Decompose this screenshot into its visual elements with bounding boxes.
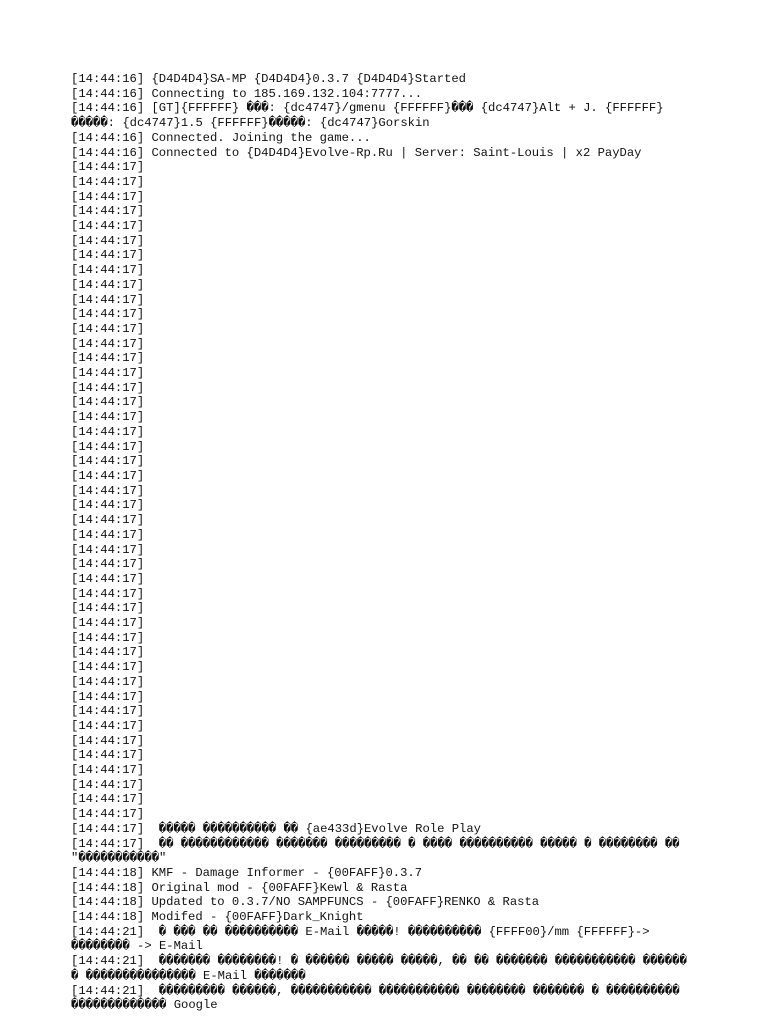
log-line	[71, 778, 701, 793]
log-timestamp: [14:44:17]	[71, 351, 145, 366]
log-line	[71, 160, 701, 175]
log-line	[71, 925, 701, 954]
log-message: Modifed - {00FAFF}Dark_Knight	[144, 910, 364, 925]
log-line	[71, 322, 701, 337]
log-line	[71, 146, 701, 161]
log-timestamp: [14:44:17]	[71, 336, 145, 351]
log-line	[71, 190, 701, 205]
log-timestamp: [14:44:17]	[71, 321, 145, 336]
log-timestamp: [14:44:16]	[71, 130, 145, 145]
log-message: Updated to 0.3.7/NO SAMPFUNCS - {00FAFF}RENKO & Rasta	[144, 895, 540, 910]
log-timestamp: [14:44:17]	[71, 483, 145, 498]
log-line	[71, 719, 701, 734]
log-line	[71, 395, 701, 410]
log-line	[71, 175, 701, 190]
log-timestamp: [14:44:17]	[71, 307, 145, 322]
log-timestamp: [14:44:17]	[71, 807, 145, 822]
log-timestamp: [14:44:17]	[71, 836, 145, 851]
log-timestamp: [14:44:17]	[71, 660, 145, 675]
log-line	[71, 234, 701, 249]
log-timestamp: [14:44:17]	[71, 366, 145, 381]
log-line	[71, 248, 701, 263]
log-line	[71, 410, 701, 425]
log-timestamp: [14:44:17]	[71, 527, 145, 542]
log-timestamp: [14:44:17]	[71, 821, 145, 836]
log-line	[71, 690, 701, 705]
log-line	[71, 748, 701, 763]
log-timestamp: [14:44:17]	[71, 733, 145, 748]
log-message: Connecting to 185.169.132.104:7777...	[144, 86, 423, 101]
log-timestamp: [14:44:16]	[71, 101, 145, 116]
log-line	[71, 513, 701, 528]
log-timestamp: [14:44:17]	[71, 601, 145, 616]
log-line	[71, 72, 701, 87]
log-line	[71, 763, 701, 778]
log-line	[71, 87, 701, 102]
log-line	[71, 557, 701, 572]
log-line	[71, 381, 701, 396]
log-message: Connected to {D4D4D4}Evolve-Rp.Ru | Server: Saint-Louis | x2 PayDay	[144, 145, 642, 160]
log-line	[71, 366, 701, 381]
log-line	[71, 204, 701, 219]
log-message: � ��� �� ���������� E-Mail �����! ���������� {FFFF00}/mm {FFFFFF}-> �������� -> E-Mail	[71, 924, 657, 954]
log-line	[71, 807, 701, 822]
log-line	[71, 822, 701, 837]
log-line	[71, 645, 701, 660]
log-timestamp: [14:44:17]	[71, 189, 145, 204]
log-timestamp: [14:44:17]	[71, 718, 145, 733]
log-timestamp: [14:44:21]	[71, 924, 145, 939]
log-timestamp: [14:44:17]	[71, 748, 145, 763]
log-line	[71, 337, 701, 352]
log-message: Original mod - {00FAFF}Kewl & Rasta	[144, 880, 408, 895]
log-line	[71, 498, 701, 513]
log-line	[71, 910, 701, 925]
log-timestamp: [14:44:17]	[71, 513, 145, 528]
log-timestamp: [14:44:16]	[71, 72, 145, 86]
log-timestamp: [14:44:17]	[71, 763, 145, 778]
log-line	[71, 660, 701, 675]
log-line	[71, 587, 701, 602]
log-line	[71, 601, 701, 616]
log-timestamp: [14:44:18]	[71, 895, 145, 910]
log-timestamp: [14:44:17]	[71, 263, 145, 278]
log-timestamp: [14:44:17]	[71, 792, 145, 807]
log-line	[71, 572, 701, 587]
log-timestamp: [14:44:21]	[71, 983, 145, 998]
log-timestamp: [14:44:17]	[71, 454, 145, 469]
log-line	[71, 866, 701, 881]
log-line	[71, 881, 701, 896]
log-line	[71, 984, 701, 1013]
log-line	[71, 543, 701, 558]
log-line	[71, 837, 701, 866]
log-line	[71, 351, 701, 366]
log-timestamp: [14:44:17]	[71, 380, 145, 395]
log-timestamp: [14:44:17]	[71, 586, 145, 601]
log-line	[71, 440, 701, 455]
log-line	[71, 307, 701, 322]
log-line	[71, 675, 701, 690]
log-message: Connected. Joining the game...	[144, 130, 371, 145]
log-line	[71, 131, 701, 146]
log-line	[71, 219, 701, 234]
log-line	[71, 425, 701, 440]
log-timestamp: [14:44:17]	[71, 645, 145, 660]
log-line	[71, 616, 701, 631]
log-timestamp: [14:44:18]	[71, 880, 145, 895]
log-timestamp: [14:44:21]	[71, 954, 145, 969]
log-timestamp: [14:44:17]	[71, 174, 145, 189]
log-line	[71, 454, 701, 469]
log-message: �� ������������ ������� ��������� � ���� ���������� ����� � �������� �� "�����������"	[71, 836, 687, 866]
log-timestamp: [14:44:17]	[71, 571, 145, 586]
log-timestamp: [14:44:17]	[71, 630, 145, 645]
log-timestamp: [14:44:17]	[71, 160, 145, 175]
log-message: {D4D4D4}SA-MP {D4D4D4}0.3.7 {D4D4D4}Started	[144, 72, 466, 86]
log-line	[71, 954, 701, 983]
log-timestamp: [14:44:17]	[71, 542, 145, 557]
log-line	[71, 895, 701, 910]
log-timestamp: [14:44:17]	[71, 674, 145, 689]
log-timestamp: [14:44:17]	[71, 204, 145, 219]
log-line	[71, 263, 701, 278]
log-message: ����� ���������� �� {ae433d}Evolve Role Play	[144, 821, 481, 836]
log-timestamp: [14:44:17]	[71, 498, 145, 513]
log-timestamp: [14:44:17]	[71, 468, 145, 483]
log-line	[71, 631, 701, 646]
log-timestamp: [14:44:17]	[71, 410, 145, 425]
log-timestamp: [14:44:17]	[71, 689, 145, 704]
log-timestamp: [14:44:17]	[71, 219, 145, 234]
log-line	[71, 734, 701, 749]
log-timestamp: [14:44:17]	[71, 277, 145, 292]
chat-log	[71, 72, 701, 1013]
log-timestamp: [14:44:17]	[71, 292, 145, 307]
log-line	[71, 278, 701, 293]
log-message: ������� ��������! � ������ ����� �����, �� �� ������� ����������� ������ � ��������������� E-Mail �������	[71, 954, 695, 983]
log-line	[71, 792, 701, 807]
log-message: KMF - Damage Informer - {00FAFF}0.3.7	[144, 865, 423, 880]
log-line	[71, 101, 701, 130]
log-line	[71, 528, 701, 543]
log-timestamp: [14:44:17]	[71, 557, 145, 572]
log-timestamp: [14:44:17]	[71, 439, 145, 454]
log-line	[71, 293, 701, 308]
log-timestamp: [14:44:16]	[71, 145, 145, 160]
log-timestamp: [14:44:16]	[71, 86, 145, 101]
log-message: [GT]{FFFFFF} ���: {dc4747}/gmenu {FFFFFF}��� {dc4747}Alt + J. {FFFFFF}�����: {dc4747}1.5 {FFFFFF}�����: {dc4747}Gorskin	[71, 101, 664, 131]
log-timestamp: [14:44:17]	[71, 395, 145, 410]
log-timestamp: [14:44:17]	[71, 704, 145, 719]
log-message: ��������� ������, ����������� ����������� �������� ������� � ���������� ������������� Google	[71, 983, 687, 1013]
log-timestamp: [14:44:17]	[71, 233, 145, 248]
log-timestamp: [14:44:17]	[71, 616, 145, 631]
log-timestamp: [14:44:17]	[71, 248, 145, 263]
log-line	[71, 704, 701, 719]
log-timestamp: [14:44:17]	[71, 424, 145, 439]
log-line	[71, 484, 701, 499]
log-timestamp: [14:44:18]	[71, 865, 145, 880]
log-timestamp: [14:44:18]	[71, 910, 145, 925]
log-timestamp: [14:44:17]	[71, 777, 145, 792]
log-line	[71, 469, 701, 484]
